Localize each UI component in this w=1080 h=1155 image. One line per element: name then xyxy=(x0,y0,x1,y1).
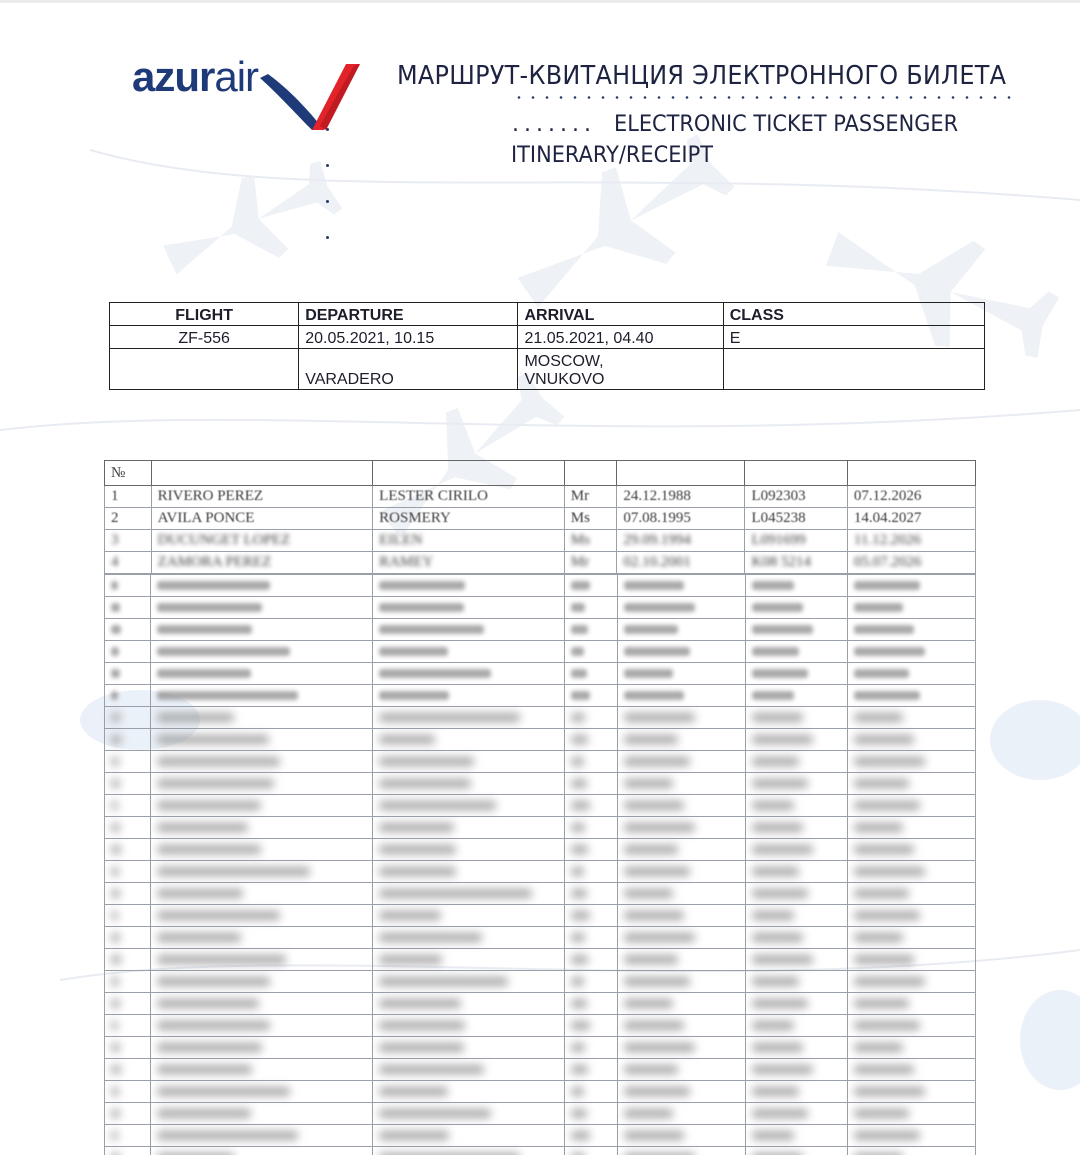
redacted-text xyxy=(379,889,532,898)
redacted-text xyxy=(854,801,920,810)
redacted-text xyxy=(571,713,585,722)
redacted-text xyxy=(624,977,690,986)
redacted-text xyxy=(157,801,260,810)
blurred-row xyxy=(105,971,976,993)
redacted-text xyxy=(752,647,799,656)
redacted-text xyxy=(571,735,588,744)
blurred-row xyxy=(105,1125,976,1147)
redacted-text xyxy=(624,625,679,634)
blurred-row xyxy=(105,795,976,817)
redacted-text xyxy=(624,581,684,590)
redacted-text xyxy=(752,1087,799,1096)
redacted-text xyxy=(571,669,586,678)
redacted-text xyxy=(752,1043,804,1052)
redacted-text xyxy=(157,735,269,744)
redacted-text xyxy=(111,779,120,788)
redacted-text xyxy=(379,1065,484,1074)
document-expiry: 07.12.2026 xyxy=(847,486,975,508)
blurred-row xyxy=(105,1147,976,1155)
redacted-text xyxy=(379,933,482,942)
title: Ms xyxy=(564,530,617,552)
redacted-text xyxy=(571,867,584,876)
redacted-text xyxy=(111,647,119,656)
blurred-row xyxy=(105,597,976,619)
blurred-row xyxy=(105,773,976,795)
flight-number: ZF-556 xyxy=(110,326,299,349)
redacted-text xyxy=(157,1087,290,1096)
redacted-text xyxy=(752,889,808,898)
redacted-text xyxy=(379,801,496,810)
redacted-text xyxy=(571,779,586,788)
flight-table xyxy=(109,302,985,390)
redacted-text xyxy=(854,647,925,656)
redacted-text xyxy=(157,823,248,832)
blurred-row xyxy=(105,663,976,685)
redacted-text xyxy=(379,911,441,920)
redacted-text xyxy=(854,713,903,722)
redacted-text xyxy=(571,691,589,700)
airline-logo xyxy=(132,52,357,132)
date-of-birth: 29.09.1994 xyxy=(617,530,745,552)
redacted-text xyxy=(752,779,808,788)
redacted-text xyxy=(157,757,279,766)
redacted-text xyxy=(571,911,589,920)
redacted-text xyxy=(752,757,799,766)
redacted-text xyxy=(157,779,274,788)
redacted-text xyxy=(624,1131,684,1140)
title-english-line1: ELECTRONIC TICKET PASSENGER xyxy=(614,112,959,137)
redacted-text xyxy=(379,735,435,744)
redacted-text xyxy=(854,867,925,876)
blurred-row xyxy=(105,905,976,927)
redacted-text xyxy=(571,933,585,942)
redacted-text xyxy=(752,999,808,1008)
document-number: L091699 xyxy=(745,530,847,552)
airline-logo-mark xyxy=(250,56,360,134)
redacted-text xyxy=(752,867,799,876)
redacted-text xyxy=(157,1131,298,1140)
table-row xyxy=(105,552,976,574)
redacted-text xyxy=(157,647,290,656)
redacted-text xyxy=(571,999,586,1008)
redacted-text xyxy=(624,933,695,942)
document-expiry: 14.04.2027 xyxy=(847,508,975,530)
redacted-text xyxy=(111,845,121,854)
blurred-row xyxy=(105,1015,976,1037)
redacted-text xyxy=(111,977,119,986)
blurred-row xyxy=(105,949,976,971)
title: Mr xyxy=(564,486,617,508)
arrival-place-line1: MOSCOW, xyxy=(524,353,604,370)
redacted-text xyxy=(624,845,679,854)
redacted-text xyxy=(379,1109,491,1118)
blurred-row xyxy=(105,1081,976,1103)
redacted-text xyxy=(111,581,118,590)
redacted-text xyxy=(571,845,588,854)
redacted-text xyxy=(854,735,914,744)
redacted-text xyxy=(854,1109,909,1118)
surname: AVILA PONCE xyxy=(151,508,373,530)
redacted-text xyxy=(379,1021,465,1030)
redacted-text xyxy=(854,999,909,1008)
row-number: 3 xyxy=(105,530,152,552)
redacted-text xyxy=(752,977,799,986)
redacted-text xyxy=(157,889,243,898)
title-english-line2: ITINERARY/RECEIPT xyxy=(511,143,713,168)
blurred-row xyxy=(105,927,976,949)
redacted-text xyxy=(379,713,520,722)
redacted-text xyxy=(752,911,794,920)
redacted-text xyxy=(752,735,813,744)
title-russian: МАРШРУТ-КВИТАНЦИЯ ЭЛЕКТРОННОГО БИЛЕТА xyxy=(397,61,1007,91)
given-name: RAMEY xyxy=(373,552,565,574)
redacted-text xyxy=(157,625,252,634)
redacted-text xyxy=(157,669,251,678)
redacted-text xyxy=(571,1131,589,1140)
redacted-text xyxy=(379,603,464,612)
redacted-text xyxy=(157,691,298,700)
blurred-row xyxy=(105,817,976,839)
redacted-text xyxy=(157,713,234,722)
redacted-text xyxy=(571,823,585,832)
blurred-row xyxy=(105,1059,976,1081)
redacted-text xyxy=(752,603,804,612)
redacted-text xyxy=(157,867,310,876)
redacted-text xyxy=(571,1087,584,1096)
surname: ZAMORA PEREZ xyxy=(151,552,373,574)
date-of-birth: 02.10.2001 xyxy=(617,552,745,574)
date-of-birth: 07.08.1995 xyxy=(617,508,745,530)
redacted-text xyxy=(379,581,465,590)
travel-class: E xyxy=(723,326,984,349)
blurred-row xyxy=(105,1037,976,1059)
redacted-text xyxy=(752,801,794,810)
redacted-text xyxy=(157,955,286,964)
redacted-text xyxy=(111,955,121,964)
redacted-text xyxy=(624,603,695,612)
redacted-text xyxy=(854,955,914,964)
redacted-text xyxy=(379,977,508,986)
passenger-table xyxy=(104,460,976,574)
redacted-text xyxy=(111,1087,119,1096)
leading-dots: ....... xyxy=(512,112,596,137)
redacted-text xyxy=(157,911,279,920)
redacted-text xyxy=(752,845,813,854)
redacted-text xyxy=(752,933,804,942)
logo-text-air: air xyxy=(214,53,259,100)
redacted-text xyxy=(624,1065,679,1074)
redacted-text xyxy=(111,1065,121,1074)
redacted-text xyxy=(752,581,794,590)
passenger-table-header xyxy=(105,461,976,486)
redacted-text xyxy=(624,779,673,788)
blurred-row xyxy=(105,883,976,905)
redacted-text xyxy=(571,801,589,810)
redacted-text xyxy=(854,1087,925,1096)
given-name: ROSMERY xyxy=(373,508,565,530)
redacted-text xyxy=(624,911,684,920)
redacted-text xyxy=(854,757,925,766)
redacted-text xyxy=(624,999,673,1008)
redacted-text xyxy=(379,1087,448,1096)
redacted-text xyxy=(624,823,695,832)
table-row xyxy=(105,508,976,530)
departure-datetime: 20.05.2021, 10.15 xyxy=(299,326,518,349)
passenger-list xyxy=(104,460,976,1155)
arrival-datetime: 21.05.2021, 04.40 xyxy=(518,326,723,349)
document-number: L092303 xyxy=(745,486,847,508)
redacted-text xyxy=(571,757,584,766)
blurred-row xyxy=(105,993,976,1015)
redacted-text xyxy=(379,867,456,876)
redacted-text xyxy=(111,1109,120,1118)
blurred-row xyxy=(105,619,976,641)
title: Mr xyxy=(564,552,617,574)
redacted-text xyxy=(379,955,442,964)
document-number: L045238 xyxy=(745,508,847,530)
redacted-text xyxy=(752,1131,794,1140)
surname: DUCUNGET LOPEZ xyxy=(151,530,373,552)
blurred-row xyxy=(105,751,976,773)
table-row xyxy=(105,530,976,552)
row-number: 4 xyxy=(105,552,152,574)
redacted-text xyxy=(752,625,813,634)
empty-cell xyxy=(110,349,299,390)
redacted-text xyxy=(379,691,449,700)
arrival-place xyxy=(518,349,723,390)
redacted-text xyxy=(854,845,914,854)
redacted-text xyxy=(111,911,118,920)
logo-text-azur: azur xyxy=(132,53,215,100)
blurred-row xyxy=(105,729,976,751)
redacted-text xyxy=(379,779,471,788)
redacted-text xyxy=(571,955,588,964)
redacted-text xyxy=(111,933,120,942)
redacted-text xyxy=(624,955,679,964)
redacted-text xyxy=(854,1043,903,1052)
given-name: EILEN xyxy=(373,530,565,552)
flight-table-row xyxy=(110,326,985,349)
redacted-text xyxy=(624,757,690,766)
blurred-row xyxy=(105,575,976,597)
redacted-text xyxy=(111,889,120,898)
redacted-text xyxy=(752,955,813,964)
redacted-text xyxy=(379,1043,464,1052)
redacted-text xyxy=(379,757,474,766)
redacted-text xyxy=(624,669,673,678)
header-departure: DEPARTURE xyxy=(299,303,518,326)
redacted-text xyxy=(111,691,118,700)
surname: RIVERO PEREZ xyxy=(151,486,373,508)
row-number: 2 xyxy=(105,508,152,530)
redacted-text xyxy=(624,735,679,744)
redacted-text xyxy=(571,1109,586,1118)
header-arrival: ARRIVAL xyxy=(518,303,723,326)
redacted-text xyxy=(854,779,909,788)
redacted-text xyxy=(624,1109,673,1118)
redacted-text xyxy=(752,713,804,722)
redacted-text xyxy=(854,1131,920,1140)
redacted-text xyxy=(854,603,903,612)
redacted-text xyxy=(111,757,119,766)
redacted-text xyxy=(111,735,121,744)
redacted-text xyxy=(571,603,585,612)
header-class: CLASS xyxy=(723,303,984,326)
redacted-text xyxy=(379,1131,449,1140)
blurred-passenger-rows xyxy=(104,574,976,1155)
redacted-text xyxy=(624,1021,684,1030)
document-expiry: 11.12.2026 xyxy=(847,530,975,552)
redacted-text xyxy=(624,1087,690,1096)
redacted-text xyxy=(111,999,120,1008)
redacted-text xyxy=(111,603,120,612)
document-expiry: 05.07.2026 xyxy=(847,552,975,574)
redacted-text xyxy=(157,1065,252,1074)
empty-cell xyxy=(723,349,984,390)
redacted-text xyxy=(571,647,584,656)
redacted-text xyxy=(624,713,695,722)
given-name: LESTER CIRILO xyxy=(373,486,565,508)
redacted-text xyxy=(752,691,794,700)
redacted-text xyxy=(624,867,690,876)
redacted-text xyxy=(111,1021,118,1030)
document-number: K08 5214 xyxy=(745,552,847,574)
redacted-text xyxy=(571,1043,585,1052)
blurred-row xyxy=(105,707,976,729)
redacted-text xyxy=(111,1043,120,1052)
redacted-text xyxy=(157,845,260,854)
redacted-text xyxy=(379,823,454,832)
redacted-text xyxy=(624,691,684,700)
table-row xyxy=(105,486,976,508)
vertical-dots xyxy=(326,118,332,248)
redacted-text xyxy=(854,977,925,986)
redacted-text xyxy=(854,1065,914,1074)
redacted-text xyxy=(752,823,804,832)
logo-wordmark xyxy=(132,52,258,102)
redacted-text xyxy=(157,977,269,986)
redacted-text xyxy=(854,669,909,678)
redacted-text xyxy=(111,801,118,810)
redacted-text xyxy=(854,691,920,700)
blurred-row xyxy=(105,839,976,861)
redacted-text xyxy=(157,1043,262,1052)
redacted-text xyxy=(379,625,484,634)
redacted-text xyxy=(571,581,589,590)
redacted-text xyxy=(111,713,120,722)
flight-table-row xyxy=(110,349,985,390)
redacted-text xyxy=(854,889,909,898)
date-of-birth: 24.12.1988 xyxy=(617,486,745,508)
redacted-text xyxy=(854,625,914,634)
redacted-text xyxy=(854,911,920,920)
redacted-text xyxy=(571,1021,589,1030)
redacted-text xyxy=(854,823,903,832)
arrival-place-line2: VNUKOVO xyxy=(524,371,605,388)
redacted-text xyxy=(752,669,808,678)
redacted-text xyxy=(624,647,690,656)
redacted-text xyxy=(571,977,584,986)
redacted-text xyxy=(571,1065,588,1074)
redacted-text xyxy=(752,1065,813,1074)
redacted-text xyxy=(111,669,120,678)
row-number: 1 xyxy=(105,486,152,508)
redacted-text xyxy=(379,669,491,678)
departure-place: VARADERO xyxy=(299,349,518,390)
redacted-text xyxy=(157,1021,270,1030)
redacted-text xyxy=(571,889,586,898)
redacted-text xyxy=(624,1043,695,1052)
redacted-text xyxy=(157,603,262,612)
redacted-text xyxy=(624,801,684,810)
redacted-text xyxy=(379,845,456,854)
redacted-text xyxy=(157,581,270,590)
blurred-row xyxy=(105,1103,976,1125)
header-number: № xyxy=(105,461,152,486)
redacted-text xyxy=(854,581,920,590)
redacted-text xyxy=(854,1021,920,1030)
redacted-text xyxy=(571,625,588,634)
header-flight: FLIGHT xyxy=(110,303,299,326)
redacted-text xyxy=(752,1021,794,1030)
dotted-separator xyxy=(512,96,1012,99)
redacted-text xyxy=(157,1109,251,1118)
redacted-text xyxy=(624,889,673,898)
flight-table-header xyxy=(110,303,985,326)
redacted-text xyxy=(157,999,258,1008)
title: Ms xyxy=(564,508,617,530)
blurred-row xyxy=(105,641,976,663)
blurred-row xyxy=(105,861,976,883)
redacted-text xyxy=(111,625,121,634)
redacted-text xyxy=(854,933,903,942)
redacted-text xyxy=(111,823,120,832)
redacted-text xyxy=(752,1109,808,1118)
redacted-text xyxy=(379,999,461,1008)
redacted-text xyxy=(157,933,241,942)
redacted-text xyxy=(111,867,119,876)
redacted-text xyxy=(379,647,448,656)
redacted-text xyxy=(111,1131,118,1140)
blurred-row xyxy=(105,685,976,707)
